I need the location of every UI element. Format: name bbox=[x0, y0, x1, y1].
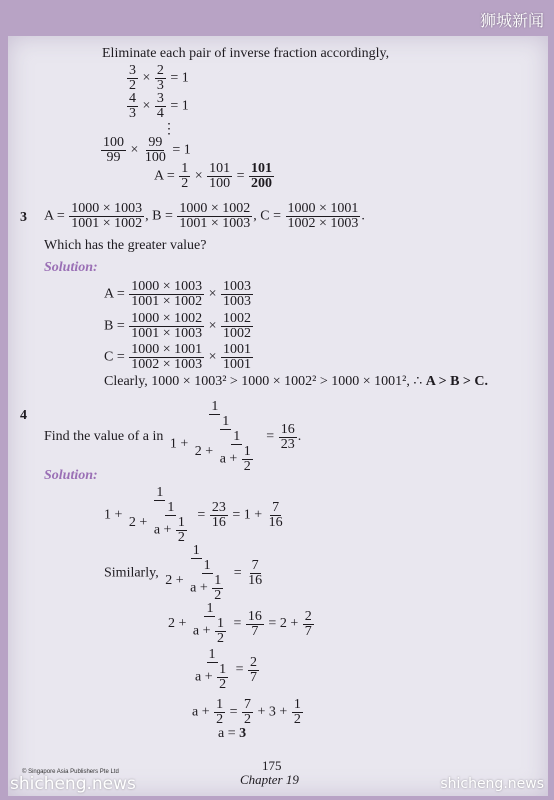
step-5: a + $\frac{1}{2}$ = $\frac{7}{2}$ + 3 + $\frac{1}{2}$ bbox=[192, 697, 301, 727]
problem-3-question: Which has the greater value? bbox=[44, 238, 207, 253]
textbook-page bbox=[8, 36, 548, 796]
eq-line-2: $\frac{4}{3}$ × $\frac{3}{4}$ = 1 bbox=[129, 91, 189, 121]
watermark-top: 狮城新闻 bbox=[479, 11, 544, 30]
solution-b: B = $\frac{1000 \times 1002}{1001 \times 1003}$ × $\frac{1002}{1002}$ bbox=[104, 311, 252, 341]
solution-a: A = $\frac{1000 \times 1003}{1001 \times 1002}$ × $\frac{1003}{1003}$ bbox=[104, 279, 252, 309]
ellipsis: ⋮ bbox=[162, 122, 176, 137]
solution-c: C = $\frac{1000 \times 1001}{1002 \times 1003}$ × $\frac{1001}{1001}$ bbox=[104, 342, 252, 372]
watermark-bottom-right: shicheng.news bbox=[440, 776, 544, 792]
result-a: A = $\frac{1}{2}$ × $\frac{101}{100}$ = $\frac{101}{200}$ bbox=[154, 161, 273, 191]
problem-4-statement: Find the value of a in 1 1 + 1 2 + 1 a + $\frac{1}{2}$ = $\frac{16}{23}$ . bbox=[44, 399, 302, 474]
page-number: 175 bbox=[262, 758, 282, 773]
intro-text: Eliminate each pair of inverse fraction accordingly, bbox=[102, 46, 390, 61]
solution-label-4: Solution: bbox=[44, 468, 98, 483]
watermark-bottom-left: shicheng.news bbox=[10, 774, 136, 794]
step-6-answer: a = 3 bbox=[218, 726, 247, 741]
copyright: © Singapore Asia Publishers Pte Ltd bbox=[22, 769, 119, 775]
solution-label-3: Solution: bbox=[44, 260, 98, 275]
problem-3-number: 3 bbox=[20, 210, 27, 225]
step-2: Similarly, 1 2 + 1 a + $\frac{1}{2}$ = $\frac{7}{16}$ bbox=[104, 543, 263, 603]
step-1: 1 + 1 2 + 1 a + $\frac{1}{2}$ = $\frac{23}{16}$ = 1 + $\frac{7}{16}$ bbox=[104, 485, 283, 545]
eq-line-1: $\frac{3}{2}$ × $\frac{2}{3}$ = 1 bbox=[129, 63, 189, 93]
step-3: 2 + 1 a + $\frac{1}{2}$ = $\frac{16}{7}$ = 2 + $\frac{2}{7}$ bbox=[168, 601, 312, 646]
step-4: 1 a + $\frac{1}{2}$ = $\frac{2}{7}$ bbox=[195, 647, 258, 692]
conclusion-line: Clearly, 1000 × 1003² > 1000 × 1002² > 1000 × 1001², ∴ A > B > C. bbox=[104, 374, 489, 389]
eq-line-3: $\frac{100}{99}$ × $\frac{99}{100}$ = 1 bbox=[103, 135, 191, 165]
problem-4-number: 4 bbox=[20, 408, 27, 423]
chapter-label: Chapter 19 bbox=[240, 772, 299, 787]
problem-3-statement: A = $\frac{1000 \times 1003}{1001 \times 1002}$ , B = $\frac{1000 \times 1002}{1001 \times 1003}$ , C = $\frac{1000 \times 1001}{1002 \times 1003}$ . bbox=[44, 201, 365, 231]
